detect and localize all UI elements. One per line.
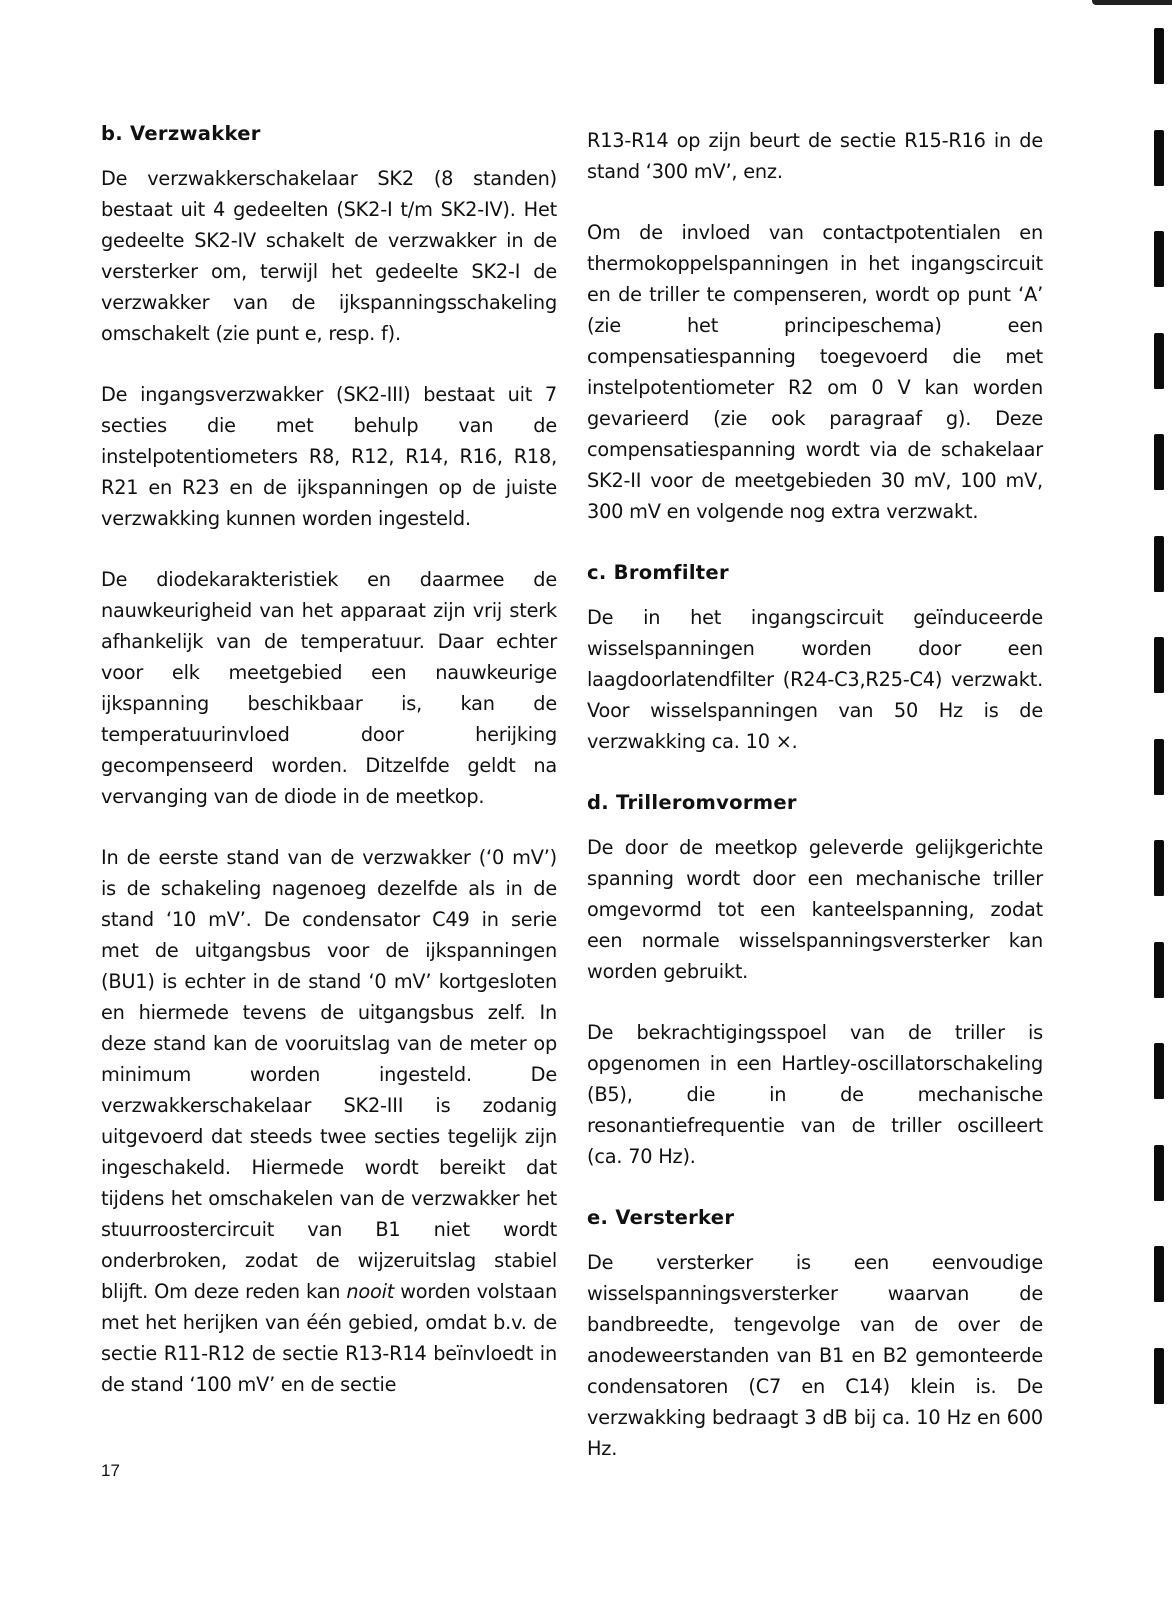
section-heading-bromfilter: c. Bromfilter <box>587 561 729 584</box>
edge-mark <box>1154 1145 1164 1201</box>
edge-mark <box>1154 1348 1164 1404</box>
edge-mark <box>1154 434 1164 490</box>
edge-mark <box>1154 840 1164 896</box>
paragraph: De versterker is een eenvoudige wisselspanningsversterker waarvan de bandbreedte, tengevolge van de over de anodeweerstanden van B1 en B2 gemonteerde condensatoren (C7 en C14) klein is. De verzwakking bedraagt 3 dB bij ca. 10 Hz en 600 Hz. <box>587 1251 1043 1460</box>
section-heading-verzwakker: b. Verzwakker <box>101 122 261 145</box>
right-column <box>587 125 1043 1464</box>
edge-mark <box>1154 28 1164 84</box>
edge-mark <box>1154 130 1164 186</box>
edge-mark <box>1154 942 1164 998</box>
paragraph-text: worden volstaan met het herijken van één gebied, omdat b.v. de sectie R11-R12 de sectie R13-R14 beïnvloedt in de stand ‘100 mV’ en de sectie <box>101 1280 557 1396</box>
binding-edge-marks <box>1142 0 1172 1597</box>
edge-mark <box>1154 333 1164 389</box>
section-heading-versterker: e. Versterker <box>587 1206 735 1229</box>
edge-mark <box>1154 739 1164 795</box>
paragraph-continuation: R13-R14 op zijn beurt de sectie R15-R16 in de stand ‘300 mV’, enz. <box>587 129 1043 183</box>
edge-mark <box>1154 1043 1164 1099</box>
section-heading-trilleromvormer: d. Trilleromvormer <box>587 791 797 814</box>
paragraph: De door de meetkop geleverde gelijkgerichte spanning wordt door een mechanische triller omgevormd tot een kanteelspanning, zodat een normale wisselspanningsversterker kan worden gebruikt. <box>587 836 1043 983</box>
edge-mark <box>1154 536 1164 592</box>
paragraph: De diodekarakteristiek en daarmee de nauwkeurigheid van het apparaat zijn vrij sterk afhankelijk van de temperatuur. Daar echter voor elk meetgebied een nauwkeurige ijkspanning beschikbaar is, kan de temperatuurinvloed door herijking gecompenseerd worden. Ditzelfde geldt na vervanging van de diode in de meetkop. <box>101 568 557 808</box>
edge-mark <box>1154 637 1164 693</box>
paragraph: De verzwakkerschakelaar SK2 (8 standen) bestaat uit 4 gedeelten (SK2-I t/m SK2-IV). Het gedeelte SK2-IV schakelt de verzwakker in de versterker om, terwijl het gedeelte SK2-I de verzwakker van de ijkspanningsschakeling omschakelt (zie punt e, resp. f). <box>101 167 557 345</box>
paragraph-text: In de eerste stand van de verzwakker (‘0 mV’) is de schakeling nagenoeg dezelfde als in de stand ‘10 mV’. De condensator C49 in serie met de uitgangsbus voor de ijkspanningen (BU1) is echter in de stand ‘0 mV’ kortgesloten en hiermede tevens de uitgangsbus zelf. In deze stand kan de vooruitslag van de meter op minimum worden ingesteld. De verzwakkerschakelaar SK2-III is zodanig uitgevoerd dat steeds twee secties tegelijk zijn ingeschakeld. Hiermede wordt bereikt dat tijdens het omschakelen van de verzwakker het stuurroostercircuit van B1 niet wordt onderbroken, zodat de wijzeruitslag stabiel blijft. Om deze reden kan <box>101 846 557 1303</box>
paragraph: Om de invloed van contactpotentialen en thermokoppelspanningen in het ingangscircuit en de triller te compenseren, wordt op punt ‘A’ (zie het principeschema) een compensatiespanning toegevoerd die met instelpotentiometer R2 om 0 V kan worden gevarieerd (zie ook paragraaf g). Deze compensatiespanning wordt via de schakelaar SK2-II voor de meetgebieden 30 mV, 100 mV, 300 mV en volgende nog extra verzwakt. <box>587 221 1043 523</box>
paragraph: De ingangsverzwakker (SK2-III) bestaat uit 7 secties die met behulp van de instelpotentiometers R8, R12, R14, R16, R18, R21 en R23 en de ijkspanningen op de juiste verzwakking kunnen worden ingesteld. <box>101 383 557 530</box>
page-number: 17 <box>101 1461 120 1480</box>
edge-mark <box>1154 1246 1164 1302</box>
left-column <box>101 118 557 1400</box>
paragraph-with-italic <box>101 842 557 1400</box>
paragraph: De in het ingangscircuit geïnduceerde wisselspanningen worden door een laagdoorlatendfilter (R24-C3,R25-C4) verzwakt. Voor wisselspanningen van 50 Hz is de verzwakking ca. 10 ×. <box>587 606 1043 753</box>
edge-mark <box>1154 231 1164 287</box>
emphasis-word: nooit <box>346 1280 395 1303</box>
paragraph: De bekrachtigingsspoel van de triller is opgenomen in een Hartley-oscillatorschakeling (B5), die in de mechanische resonantiefrequentie van de triller oscilleert (ca. 70 Hz). <box>587 1021 1043 1168</box>
